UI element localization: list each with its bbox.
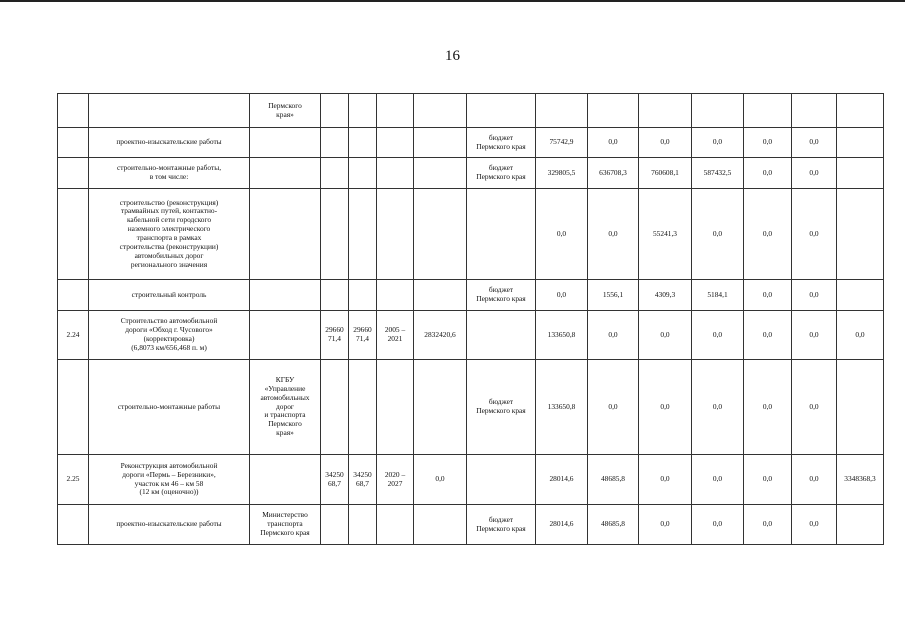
year-3-value-cell: 0,0	[639, 311, 692, 360]
funding-source-cell	[467, 189, 536, 280]
capacity-total-cell	[349, 158, 377, 189]
total-cost-cell	[414, 280, 467, 311]
total-cost-cell	[414, 189, 467, 280]
capacity-total-cell	[349, 360, 377, 455]
row-number-cell	[58, 189, 89, 280]
year-3-value-cell	[639, 94, 692, 128]
year-3-value-cell: 55241,3	[639, 189, 692, 280]
year-2-value-cell: 0,0	[588, 189, 639, 280]
year-2-value-cell: 0,0	[588, 360, 639, 455]
year-5-value-cell: 0,0	[744, 311, 792, 360]
work-name-cell: Строительство автомобильной дороги «Обход г. Чусового» (корректировка) (6,8073 км/656,468 п. м)	[89, 311, 250, 360]
year-4-value-cell: 0,0	[692, 189, 744, 280]
year-6-value-cell: 0,0	[792, 360, 837, 455]
year-1-value-cell: 133650,8	[536, 360, 588, 455]
executor-cell	[250, 158, 321, 189]
work-name-cell: строительство (реконструкция) трамвайных путей, контактно- кабельной сети городского наземного электрического транспорта в рамках строительства (реконструкции) автомобильных дорог регионального значения	[89, 189, 250, 280]
total-cost-cell	[414, 128, 467, 158]
table-row	[58, 505, 884, 545]
capacity-cell	[321, 94, 349, 128]
year-1-value-cell	[536, 94, 588, 128]
year-4-value-cell: 0,0	[692, 311, 744, 360]
year-3-value-cell: 0,0	[639, 360, 692, 455]
executor-cell	[250, 128, 321, 158]
capacity-cell	[321, 505, 349, 545]
year-7-value-cell	[837, 360, 884, 455]
year-2-value-cell: 636708,3	[588, 158, 639, 189]
work-name-cell: проектно-изыскательские работы	[89, 128, 250, 158]
total-cost-cell: 2832420,6	[414, 311, 467, 360]
period-cell	[377, 189, 414, 280]
year-6-value-cell: 0,0	[792, 280, 837, 311]
year-1-value-cell: 75742,9	[536, 128, 588, 158]
capacity-cell	[321, 158, 349, 189]
period-cell	[377, 505, 414, 545]
capacity-total-cell	[349, 128, 377, 158]
year-3-value-cell: 760608,1	[639, 158, 692, 189]
funding-source-cell	[467, 455, 536, 505]
period-cell	[377, 128, 414, 158]
row-number-cell: 2.25	[58, 455, 89, 505]
period-cell	[377, 280, 414, 311]
row-number-cell	[58, 158, 89, 189]
year-1-value-cell: 133650,8	[536, 311, 588, 360]
row-number-cell	[58, 94, 89, 128]
year-7-value-cell	[837, 94, 884, 128]
year-5-value-cell: 0,0	[744, 505, 792, 545]
capacity-total-cell	[349, 280, 377, 311]
executor-cell: КГБУ «Управление автомобильных дорог и транспорта Пермского края»	[250, 360, 321, 455]
row-number-cell	[58, 280, 89, 311]
year-4-value-cell: 5184,1	[692, 280, 744, 311]
funding-source-cell: бюджет Пермского края	[467, 360, 536, 455]
work-name-cell: строительно-монтажные работы, в том числе:	[89, 158, 250, 189]
year-4-value-cell: 0,0	[692, 505, 744, 545]
table-row	[58, 280, 884, 311]
period-cell: 2020 – 2027	[377, 455, 414, 505]
year-4-value-cell	[692, 94, 744, 128]
row-number-cell	[58, 128, 89, 158]
year-2-value-cell: 0,0	[588, 128, 639, 158]
work-name-cell: строительно-монтажные работы	[89, 360, 250, 455]
year-3-value-cell: 0,0	[639, 505, 692, 545]
year-4-value-cell: 587432,5	[692, 158, 744, 189]
funding-source-cell	[467, 94, 536, 128]
row-number-cell	[58, 360, 89, 455]
year-7-value-cell	[837, 128, 884, 158]
budget-table	[57, 93, 884, 545]
capacity-cell: 29660 71,4	[321, 311, 349, 360]
funding-source-cell: бюджет Пермского края	[467, 128, 536, 158]
year-6-value-cell: 0,0	[792, 128, 837, 158]
table-row	[58, 360, 884, 455]
table-row	[58, 158, 884, 189]
year-4-value-cell: 0,0	[692, 128, 744, 158]
capacity-cell	[321, 280, 349, 311]
year-7-value-cell	[837, 189, 884, 280]
year-3-value-cell: 0,0	[639, 128, 692, 158]
capacity-total-cell	[349, 94, 377, 128]
year-2-value-cell	[588, 94, 639, 128]
year-7-value-cell: 0,0	[837, 311, 884, 360]
year-5-value-cell: 0,0	[744, 280, 792, 311]
executor-cell: Министерство транспорта Пермского края	[250, 505, 321, 545]
capacity-total-cell	[349, 189, 377, 280]
table-row	[58, 94, 884, 128]
year-7-value-cell	[837, 505, 884, 545]
year-3-value-cell: 4309,3	[639, 280, 692, 311]
year-2-value-cell: 0,0	[588, 311, 639, 360]
year-4-value-cell: 0,0	[692, 455, 744, 505]
work-name-cell: Реконструкция автомобильной дороги «Пермь – Березники», участок км 46 – км 58 (12 км (оценочно))	[89, 455, 250, 505]
year-6-value-cell: 0,0	[792, 189, 837, 280]
total-cost-cell	[414, 360, 467, 455]
year-6-value-cell: 0,0	[792, 158, 837, 189]
year-1-value-cell: 28014,6	[536, 505, 588, 545]
year-6-value-cell: 0,0	[792, 505, 837, 545]
total-cost-cell: 0,0	[414, 455, 467, 505]
period-cell	[377, 360, 414, 455]
capacity-cell	[321, 360, 349, 455]
year-5-value-cell: 0,0	[744, 189, 792, 280]
executor-cell	[250, 280, 321, 311]
funding-source-cell	[467, 311, 536, 360]
row-number-cell: 2.24	[58, 311, 89, 360]
work-name-cell	[89, 94, 250, 128]
year-1-value-cell: 28014,6	[536, 455, 588, 505]
year-1-value-cell: 329805,5	[536, 158, 588, 189]
executor-cell	[250, 189, 321, 280]
period-cell	[377, 158, 414, 189]
capacity-cell	[321, 189, 349, 280]
table-row	[58, 128, 884, 158]
work-name-cell: проектно-изыскательские работы	[89, 505, 250, 545]
work-name-cell: строительный контроль	[89, 280, 250, 311]
year-2-value-cell: 48685,8	[588, 455, 639, 505]
year-1-value-cell: 0,0	[536, 189, 588, 280]
year-5-value-cell: 0,0	[744, 128, 792, 158]
year-6-value-cell: 0,0	[792, 311, 837, 360]
year-6-value-cell	[792, 94, 837, 128]
capacity-total-cell: 34250 68,7	[349, 455, 377, 505]
row-number-cell	[58, 505, 89, 545]
period-cell	[377, 94, 414, 128]
executor-cell	[250, 311, 321, 360]
year-3-value-cell: 0,0	[639, 455, 692, 505]
funding-source-cell: бюджет Пермского края	[467, 280, 536, 311]
year-1-value-cell: 0,0	[536, 280, 588, 311]
funding-source-cell: бюджет Пермского края	[467, 505, 536, 545]
executor-cell: Пермского края»	[250, 94, 321, 128]
executor-cell	[250, 455, 321, 505]
year-5-value-cell: 0,0	[744, 455, 792, 505]
capacity-total-cell	[349, 505, 377, 545]
year-6-value-cell: 0,0	[792, 455, 837, 505]
total-cost-cell	[414, 94, 467, 128]
capacity-cell: 34250 68,7	[321, 455, 349, 505]
page-number: 16	[445, 48, 460, 64]
year-7-value-cell: 3348368,3	[837, 455, 884, 505]
year-7-value-cell	[837, 280, 884, 311]
year-5-value-cell: 0,0	[744, 158, 792, 189]
year-2-value-cell: 1556,1	[588, 280, 639, 311]
capacity-cell	[321, 128, 349, 158]
year-5-value-cell: 0,0	[744, 360, 792, 455]
period-cell: 2005 – 2021	[377, 311, 414, 360]
capacity-total-cell: 29660 71,4	[349, 311, 377, 360]
page-top-edge-line	[0, 0, 905, 2]
table-row	[58, 455, 884, 505]
total-cost-cell	[414, 158, 467, 189]
year-2-value-cell: 48685,8	[588, 505, 639, 545]
funding-source-cell: бюджет Пермского края	[467, 158, 536, 189]
year-5-value-cell	[744, 94, 792, 128]
table-row	[58, 311, 884, 360]
total-cost-cell	[414, 505, 467, 545]
year-7-value-cell	[837, 158, 884, 189]
table-row	[58, 189, 884, 280]
year-4-value-cell: 0,0	[692, 360, 744, 455]
